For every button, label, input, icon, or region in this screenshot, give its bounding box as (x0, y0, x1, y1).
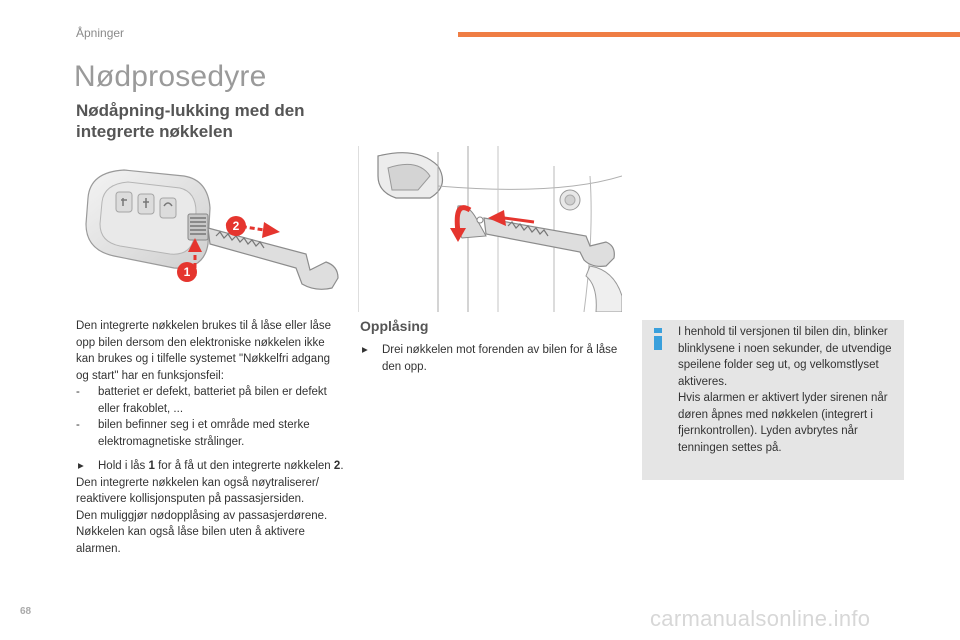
section-label: Åpninger (76, 26, 125, 40)
unlock-step (360, 342, 622, 375)
key-fob-illustration (76, 158, 348, 308)
dash-mark: - (76, 419, 80, 431)
lock-number: 1 (148, 460, 155, 472)
info-paragraph: Hvis alarmen er aktivert lyder sirenen når døren åpnes med nøkkelen (integrert i fjernkontrollen). Lyden avbrytes når tenningen settes på. (678, 392, 888, 454)
dash-mark: - (76, 386, 80, 398)
key-number: 2 (333, 460, 341, 472)
footer-watermark: carmanualsonline.info (650, 606, 871, 631)
arrow-bullet-icon: ▸ (78, 460, 84, 472)
paragraph: Den integrerte nøkkelen kan også nøytraliserer/ reaktivere kollisjonsputen på passasjersiden. (76, 476, 319, 505)
arrow-bullet-icon: ▸ (362, 344, 368, 356)
dash-item-text: batteriet er defekt, batteriet på bilen er defekt eller frakoblet, ... (98, 386, 327, 415)
page-title: Nødprosedyre (74, 60, 267, 93)
unlock-step-text: Drei nøkkelen mot forenden av bilen for å låse den opp. (382, 344, 618, 373)
info-paragraph: I henhold til versjonen til bilen din, blinker blinklysene i noen sekunder, de utvendige speilene folder seg ut, og velkomstlyset aktiveres. (678, 326, 892, 388)
step-text: for å få ut den integrerte nøkkelen (154, 460, 334, 472)
intro-text-block (76, 318, 344, 450)
header-accent-bar (458, 32, 960, 37)
unlock-heading: Opplåsing (360, 318, 429, 334)
intro-paragraph: Den integrerte nøkkelen brukes til å låse eller låse opp bilen dersom den elektroniske nøkkelen ikke kan brukes og i tilfelle systemet "Nøkkelfri adgang og start" har en funksjonsfeil: (76, 320, 332, 382)
paragraph: Den muliggjør nødopplåsing av passasjerdørene. (76, 509, 328, 522)
page-number: 68 (20, 606, 32, 617)
dash-list-item (76, 417, 344, 450)
dash-list-item (76, 384, 344, 417)
dash-item-text: bilen befinner seg i et område med sterke elektromagnetiske strålinger. (98, 419, 310, 448)
callout-1: 1 (183, 265, 191, 279)
door-lock-illustration (358, 146, 622, 312)
step-text-block (76, 458, 348, 557)
step-text: Hold i lås (98, 460, 149, 472)
step-text: . (340, 460, 344, 472)
step-bullet (76, 458, 348, 475)
section-subtitle: Nødåpning-lukking med den integrerte nøkkelen (76, 101, 305, 141)
unlock-text-block (360, 342, 622, 375)
callout-2: 2 (232, 219, 240, 233)
info-icon (652, 328, 664, 350)
info-text (678, 324, 896, 456)
paragraph: Nøkkelen kan også låse bilen uten å aktivere alarmen. (76, 526, 305, 555)
